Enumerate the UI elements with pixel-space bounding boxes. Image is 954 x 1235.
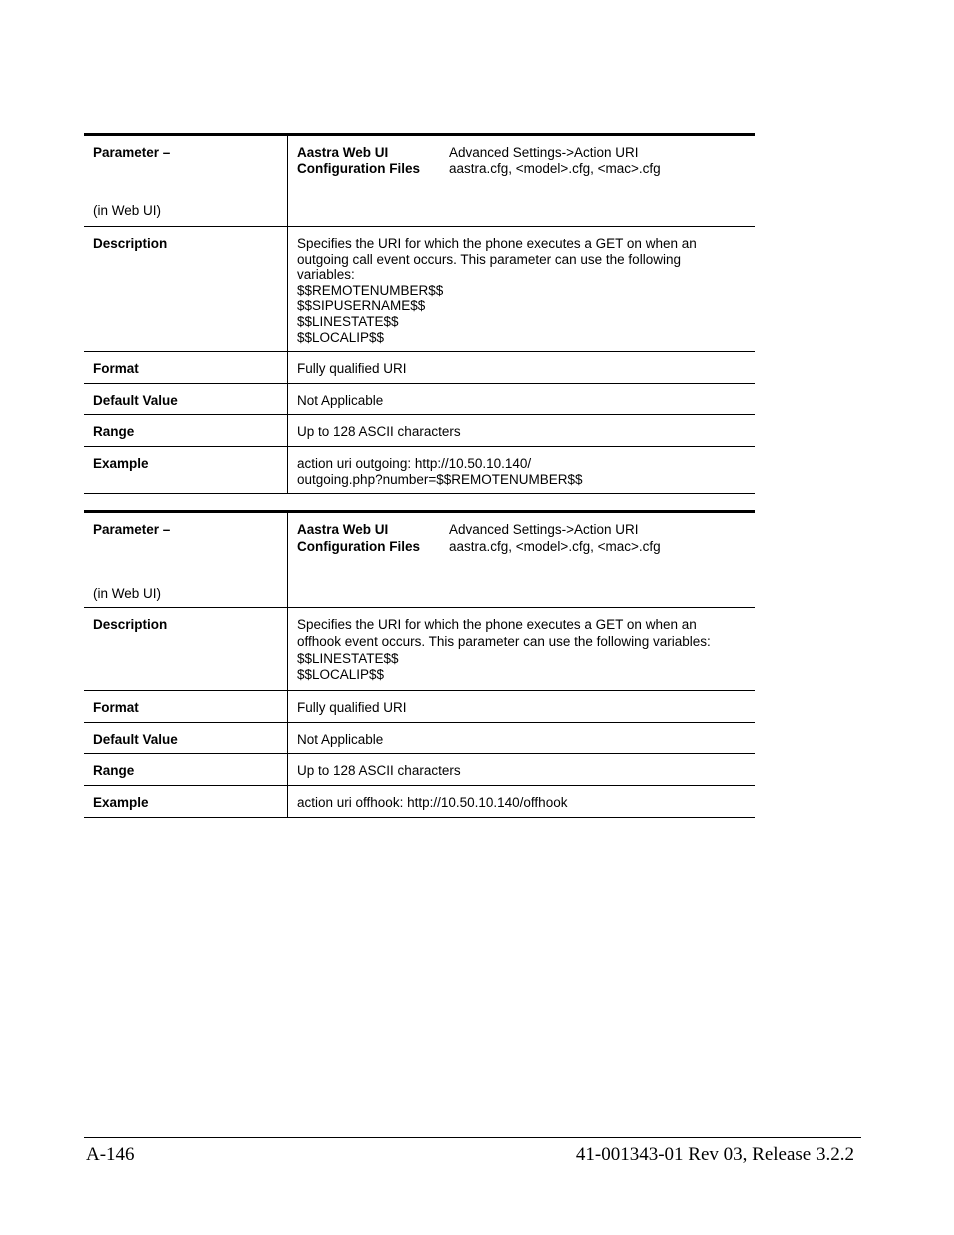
range-label: Range: [84, 415, 288, 447]
parameter-label-cell: [84, 135, 288, 227]
range-label: Range: [84, 754, 288, 786]
description-line: $$REMOTENUMBER$$: [297, 282, 444, 298]
description-line: offhook event occurs. This parameter can use the following variables:: [297, 633, 711, 649]
parameter-value-cell: [288, 135, 756, 227]
table-row-parameter: [84, 135, 755, 227]
table-row-format: [84, 691, 755, 723]
table-row-parameter: [84, 512, 755, 608]
table-row-example: [84, 785, 755, 817]
web-ui-value: Advanced Settings->Action URI: [449, 522, 639, 537]
web-ui-note: (in Web UI): [93, 203, 162, 218]
table-row-default: [84, 722, 755, 754]
example-value: [288, 446, 756, 493]
config-files-key: Configuration Files: [297, 160, 420, 176]
default-value-label: Default Value: [84, 383, 288, 415]
format-value: Fully qualified URI: [288, 352, 756, 384]
parameter-value-cell: [288, 512, 756, 608]
range-value: Up to 128 ASCII characters: [288, 754, 756, 786]
description-line: $$LINESTATE$$: [297, 313, 399, 329]
footer-divider: [84, 1137, 861, 1138]
default-value-label: Default Value: [84, 722, 288, 754]
parameter-header-grid: [297, 145, 747, 176]
parameter-table-outgoing: [84, 133, 755, 494]
example-label: Example: [84, 785, 288, 817]
table-row-format: [84, 352, 755, 384]
description-line: Specifies the URI for which the phone executes a GET on when an: [297, 617, 697, 632]
description-label: Description: [84, 608, 288, 691]
format-label: Format: [84, 352, 288, 384]
example-line: outgoing.php?number=$$REMOTENUMBER$$: [297, 471, 583, 487]
example-line: action uri outgoing: http://10.50.10.140/: [297, 455, 532, 471]
document-id: 41-001343-01 Rev 03, Release 3.2.2: [575, 1144, 854, 1165]
description-line: outgoing call event occurs. This parameter can use the following: [297, 251, 681, 267]
example-line: action uri offhook: http://10.50.10.140/offhook: [297, 794, 568, 810]
table-row-range: [84, 754, 755, 786]
table-row-range: [84, 415, 755, 447]
parameter-header-grid: [297, 522, 747, 554]
config-files-value: aastra.cfg, <model>.cfg, <mac>.cfg: [449, 160, 661, 176]
parameter-table-offhook: [84, 510, 755, 818]
description-label: Description: [84, 227, 288, 352]
default-value: Not Applicable: [288, 383, 756, 415]
format-label: Format: [84, 691, 288, 723]
example-label: Example: [84, 446, 288, 493]
parameter-label: Parameter –: [93, 145, 171, 160]
table-row-description: [84, 608, 755, 691]
table-row-default: [84, 383, 755, 415]
web-ui-key: Aastra Web UI: [297, 522, 389, 537]
description-line: $$LOCALIP$$: [297, 667, 385, 683]
format-value: Fully qualified URI: [288, 691, 756, 723]
description-value: [288, 227, 756, 352]
description-line: $$LINESTATE$$: [297, 650, 399, 666]
web-ui-value: Advanced Settings->Action URI: [449, 145, 639, 160]
description-value: [288, 608, 756, 691]
table-row-description: [84, 227, 755, 352]
description-line: $$LOCALIP$$: [297, 329, 385, 345]
default-value: Not Applicable: [288, 722, 756, 754]
description-line: Specifies the URI for which the phone executes a GET on when an: [297, 236, 697, 251]
range-value: Up to 128 ASCII characters: [288, 415, 756, 447]
table-row-example: [84, 446, 755, 493]
parameter-label: Parameter –: [93, 522, 171, 537]
web-ui-note: (in Web UI): [93, 586, 162, 601]
description-line: variables:: [297, 267, 355, 283]
config-files-value: aastra.cfg, <model>.cfg, <mac>.cfg: [449, 538, 661, 554]
config-files-key: Configuration Files: [297, 538, 420, 554]
web-ui-key: Aastra Web UI: [297, 145, 389, 160]
page-number: A-146: [86, 1144, 135, 1165]
example-value: [288, 785, 756, 817]
description-line: $$SIPUSERNAME$$: [297, 298, 426, 314]
parameter-label-cell: [84, 512, 288, 608]
